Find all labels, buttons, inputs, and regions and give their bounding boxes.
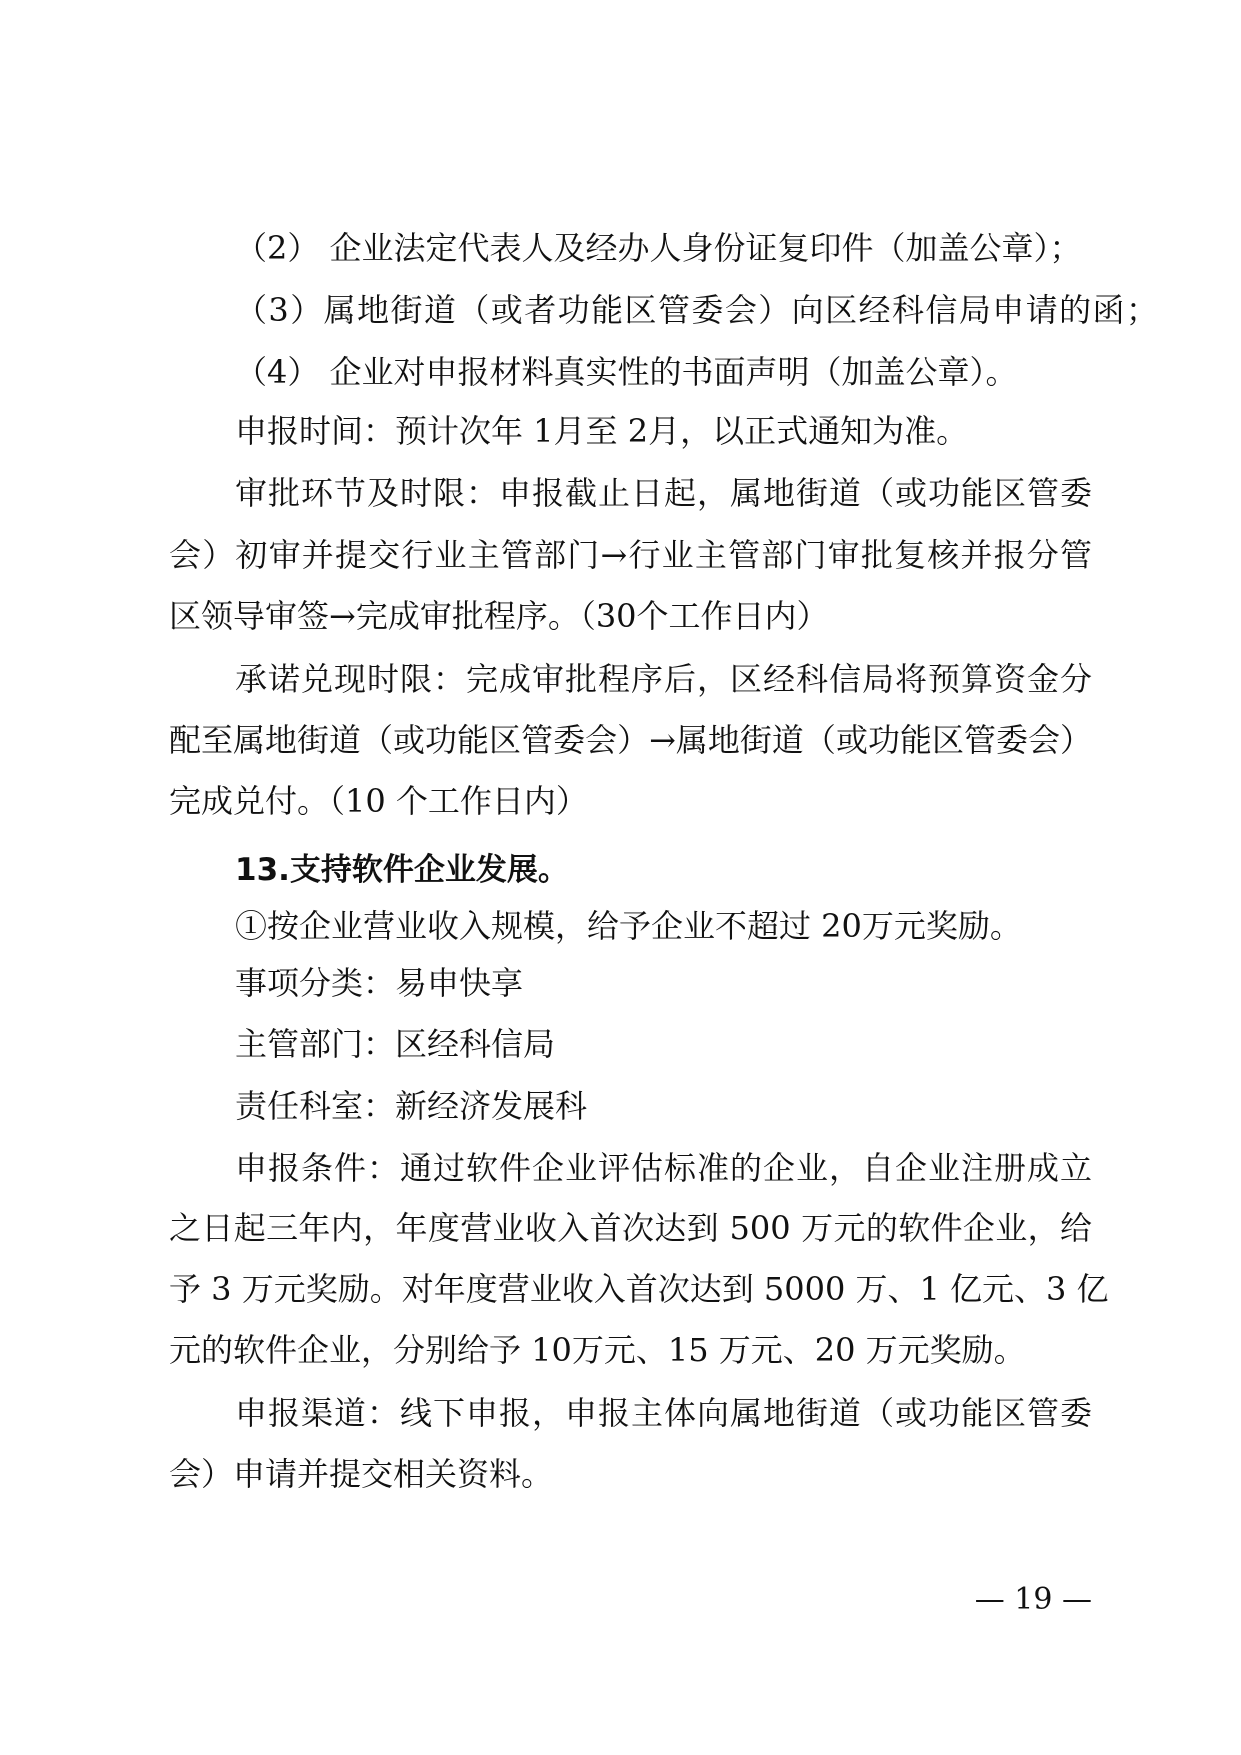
approval-paragraph-line: 区领导审签→完成审批程序。（30个工作日内） (169, 597, 829, 635)
conditions-paragraph-line: 之日起三年内，年度营业收入首次达到 500 万元的软件企业，给 (169, 1209, 1092, 1247)
approval-paragraph-line: 会）初审并提交行业主管部门→行业主管部门审批复核并报分管 (169, 536, 1092, 574)
conditions-paragraph-line: 元的软件企业，分别给予 10万元、15 万元、20 万元奖励。 (169, 1331, 1026, 1369)
list-item-4: （4） 企业对申报材料真实性的书面声明（加盖公章）。 (235, 353, 1018, 391)
payment-paragraph-line: 完成兑付。（10 个工作日内） (169, 782, 588, 820)
list-item-2: （2） 企业法定代表人及经办人身份证复印件（加盖公章）； (235, 229, 1082, 267)
payment-paragraph-line: 配至属地街道（或功能区管委会）→属地街道（或功能区管委会） (169, 721, 1092, 759)
page-number: — 19 — (974, 1582, 1092, 1617)
item-category: 事项分类：易申快享 (235, 964, 524, 1002)
conditions-paragraph-line: 申报条件：通过软件企业评估标准的企业，自企业注册成立 (235, 1149, 1092, 1187)
reward-item: ①按企业营业收入规模，给予企业不超过 20万元奖励。 (235, 907, 1022, 945)
payment-paragraph-line: 承诺兑现时限：完成审批程序后，区经科信局将预算资金分 (235, 660, 1092, 698)
channel-paragraph-line: 申报渠道：线下申报，申报主体向属地街道（或功能区管委 (235, 1394, 1092, 1432)
responsible-office: 责任科室：新经济发展科 (235, 1087, 588, 1125)
list-item-3: （3）属地街道（或者功能区管委会）向区经科信局申请的函； (235, 291, 1158, 329)
section-heading: 13.支持软件企业发展。 (235, 852, 569, 888)
channel-paragraph-line: 会）申请并提交相关资料。 (169, 1455, 554, 1493)
approval-paragraph-line: 审批环节及时限：申报截止日起，属地街道（或功能区管委 (235, 474, 1092, 512)
department: 主管部门：区经科信局 (235, 1025, 556, 1063)
conditions-paragraph-line: 予 3 万元奖励。对年度营业收入首次达到 5000 万、1 亿元、3 亿 (169, 1270, 1109, 1308)
application-time: 申报时间：预计次年 1月至 2月，以正式通知为准。 (235, 412, 969, 450)
